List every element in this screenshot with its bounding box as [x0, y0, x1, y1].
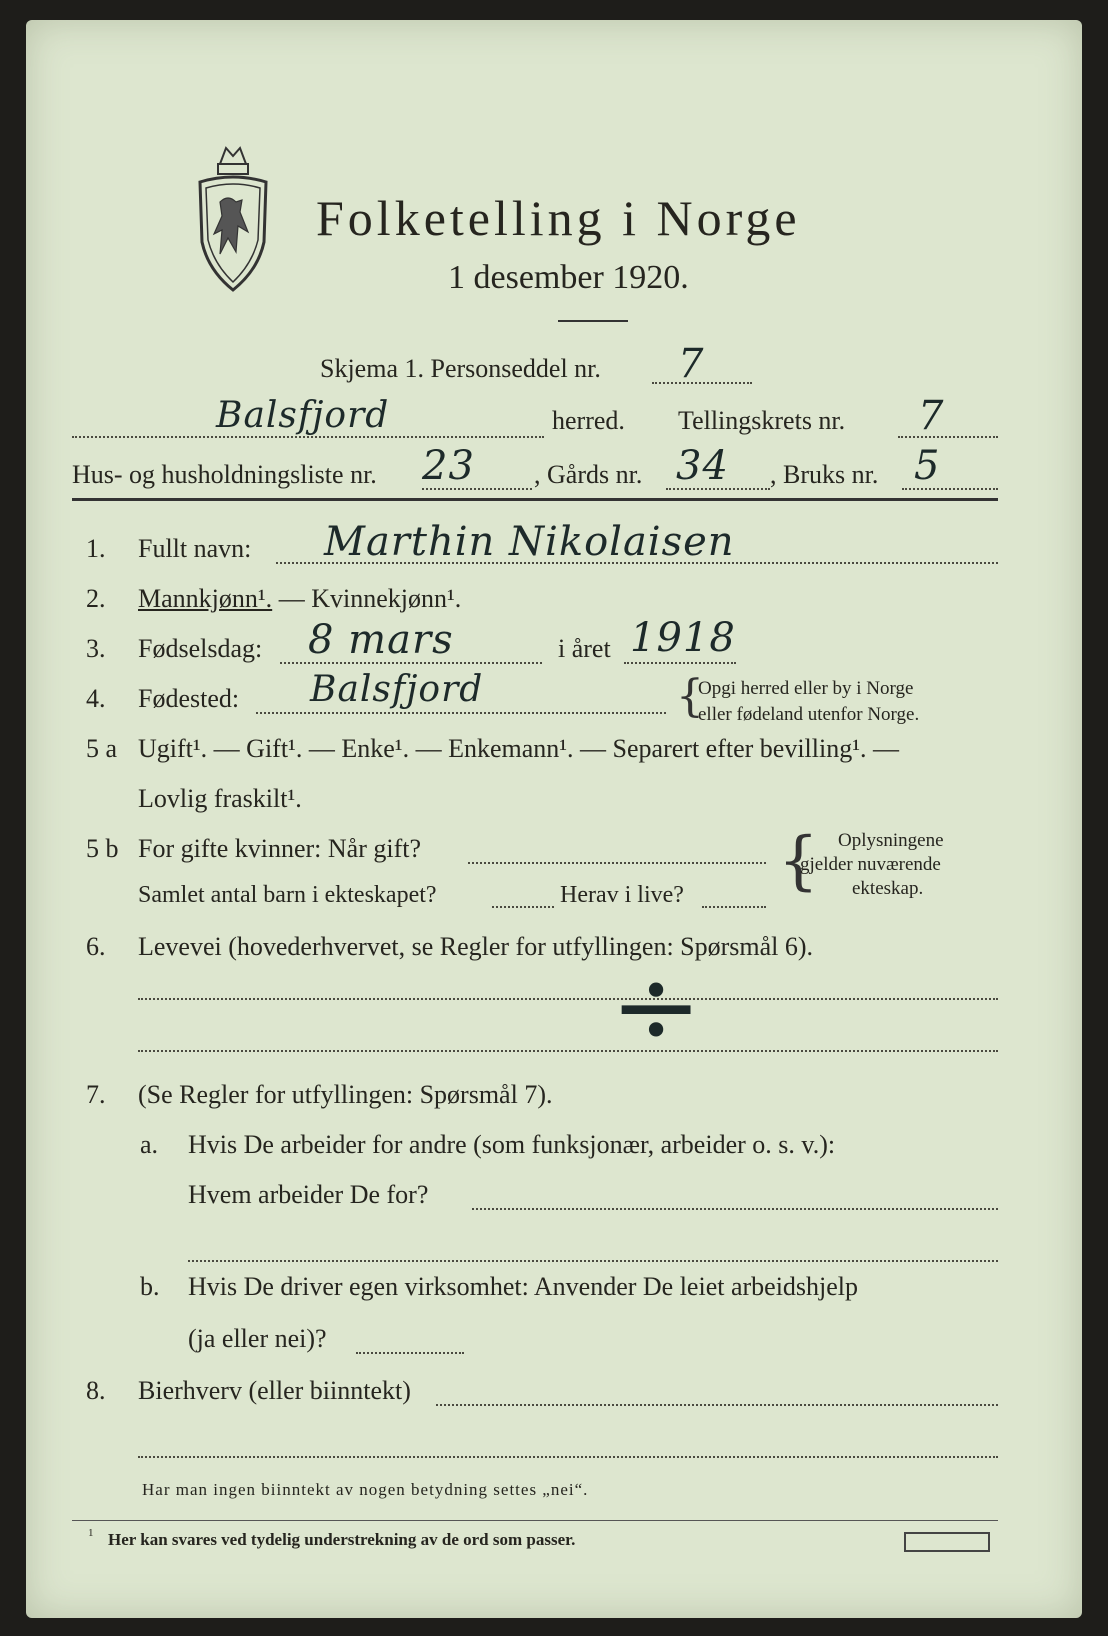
footnote: Her kan svares ved tydelig understrekning av de ord som passer.	[108, 1530, 576, 1549]
q6-line1	[138, 998, 998, 1000]
hus-label: Hus- og husholdningsliste nr.	[72, 460, 377, 489]
q2-separator: —	[272, 584, 312, 613]
q2-options	[138, 584, 461, 614]
q5b-children: Samlet antal barn i ekteskapet?	[138, 882, 437, 908]
q3-year: 1918	[630, 615, 736, 661]
header-divider	[72, 498, 998, 501]
gards-label: , Gårds nr.	[534, 460, 643, 489]
q2-male: Mannkjønn¹.	[138, 584, 273, 613]
q7a-extra-line	[188, 1260, 998, 1262]
q4-number: 4.	[86, 684, 106, 713]
krets-line	[898, 436, 998, 438]
q3-year-line	[624, 662, 736, 664]
q5b-alive: Herav i live?	[560, 882, 684, 908]
q7a-employer-line	[472, 1208, 998, 1210]
q7a-employer-label: Hvem arbeider De for?	[188, 1180, 429, 1209]
q4-note-line2: eller fødeland utenfor Norge.	[698, 704, 920, 725]
footnote-mark: 1	[88, 1527, 94, 1539]
census-date: 1 desember 1920.	[448, 259, 689, 296]
q5b-children-line	[492, 906, 554, 908]
q3-number: 3.	[86, 634, 106, 663]
q5a-number: 5 a	[86, 734, 118, 763]
q3-year-label: i året	[558, 634, 611, 663]
q4-label: Fødested:	[138, 684, 240, 713]
q7a-text: Hvis De arbeider for andre (som funksjonær, arbeider o. s. v.):	[188, 1130, 836, 1159]
q5a-options-cont: Lovlig fraskilt¹.	[138, 784, 302, 813]
q2-number: 2.	[86, 584, 106, 613]
q7-label: (Se Regler for utfyllingen: Spørsmål 7).	[138, 1080, 553, 1109]
q1-number: 1.	[86, 534, 106, 563]
q3-label: Fødselsdag:	[138, 634, 263, 663]
q8-number: 8.	[86, 1376, 106, 1405]
census-form	[26, 20, 1082, 1618]
printer-stamp	[904, 1532, 990, 1552]
q2-female: Kvinnekjønn¹.	[311, 584, 462, 613]
q3-date: 8 mars	[308, 617, 454, 663]
herred-label: herred.	[552, 406, 625, 435]
coat-of-arms-icon	[192, 142, 274, 294]
form-title: Folketelling i Norge	[316, 190, 801, 246]
q4-line	[256, 712, 666, 714]
q5b-alive-line	[702, 906, 766, 908]
schema-label: Skjema 1. Personseddel nr.	[320, 354, 601, 383]
q7b-line	[356, 1352, 464, 1354]
q5b-number: 5 b	[86, 834, 119, 863]
schema-number: 7	[678, 341, 705, 387]
q7b-letter: b.	[140, 1272, 160, 1301]
q7-number: 7.	[86, 1080, 106, 1109]
q7b-yes-no: (ja eller nei)?	[188, 1324, 327, 1353]
q4-birthplace: Balsfjord	[310, 669, 484, 710]
q5b-note-line3: ekteskap.	[852, 878, 924, 899]
footnote-divider	[72, 1520, 998, 1521]
q8-label: Bierhverv (eller biinntekt)	[138, 1376, 411, 1405]
q8-line1	[436, 1404, 998, 1406]
q7b-text: Hvis De driver egen virksomhet: Anvender De leiet arbeidshjelp	[188, 1272, 859, 1301]
q5b-brace: {	[778, 824, 819, 898]
krets-value: 7	[918, 393, 945, 439]
q5a-options: Ugift¹. — Gift¹. — Enke¹. — Enkemann¹. — Separert efter bevilling¹. —	[138, 734, 900, 763]
q6-value: ÷	[610, 942, 704, 1070]
q6-number: 6.	[86, 932, 106, 961]
q8-line2	[138, 1456, 998, 1458]
bruks-value: 5	[914, 443, 941, 489]
q6-line2	[138, 1050, 998, 1052]
q5b-note-line2: gjelder nuværende	[800, 854, 941, 875]
q6-label: Levevei (hovederhvervet, se Regler for utfyllingen: Spørsmål 6).	[138, 932, 814, 961]
q4-brace: {	[676, 671, 704, 722]
q5b-when-married: For gifte kvinner: Når gift?	[138, 834, 422, 863]
income-note: Har man ingen biinntekt av nogen betydning settes „nei“.	[142, 1480, 589, 1499]
gards-value: 34	[676, 443, 729, 489]
krets-label: Tellingskrets nr.	[678, 406, 846, 435]
title-divider	[558, 320, 628, 322]
q5b-note-line1: Oplysningene	[838, 830, 944, 851]
q1-name: Marthin Nikolaisen	[324, 519, 735, 565]
q7a-letter: a.	[140, 1130, 159, 1159]
hus-value: 23	[422, 443, 475, 489]
q1-label: Fullt navn:	[138, 534, 252, 563]
q4-note-line1: Opgi herred eller by i Norge	[698, 678, 914, 699]
herred-value: Balsfjord	[216, 395, 390, 436]
q5b-when-line	[468, 862, 766, 864]
bruks-label: , Bruks nr.	[770, 460, 879, 489]
